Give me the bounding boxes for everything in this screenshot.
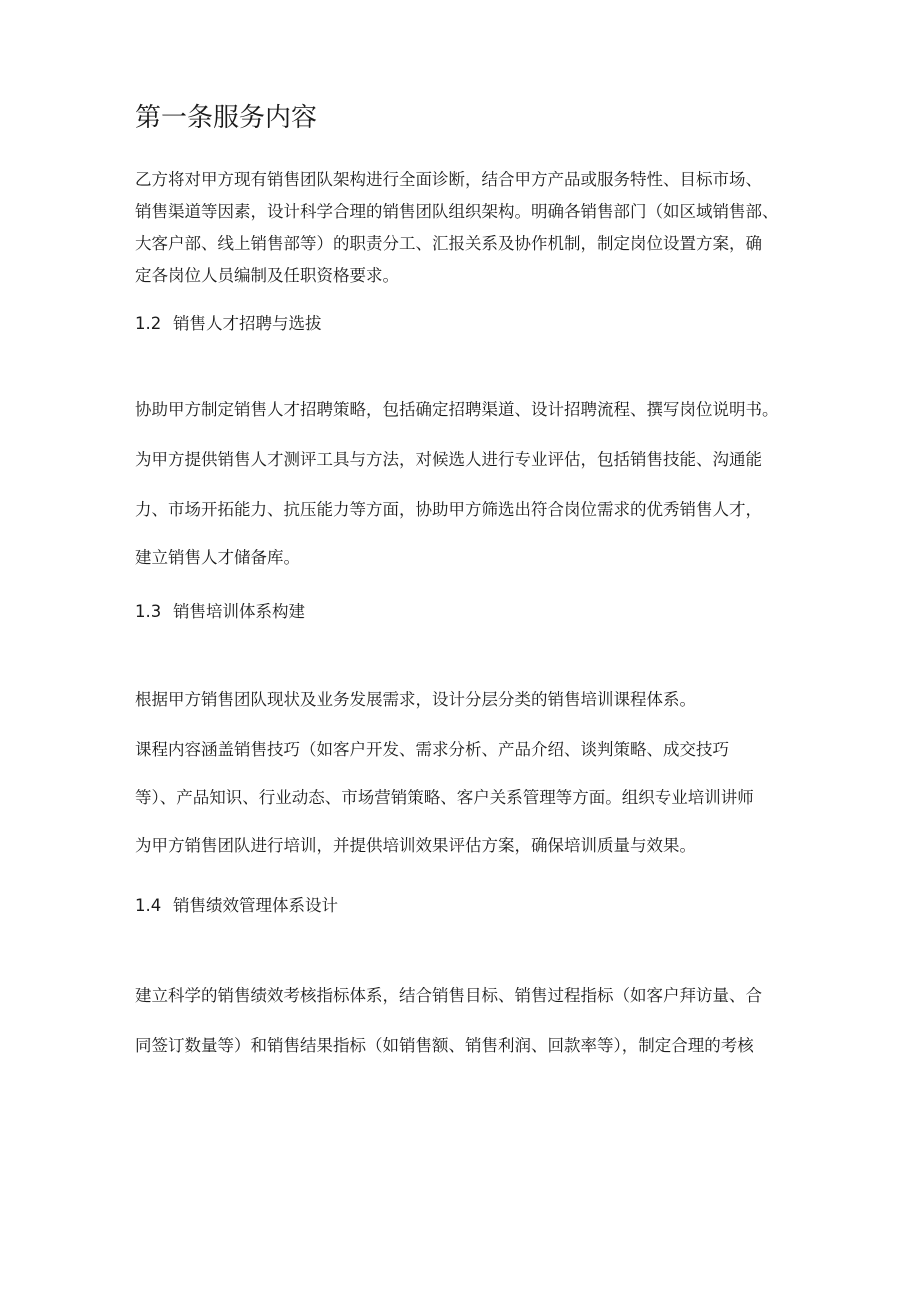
section-heading-text: 销售培训体系构建 [173,602,305,621]
intro-line-1: 乙方将对甲方现有销售团队架构进行全面诊断，结合甲方产品或服务特性、目标市场、 [135,170,762,189]
section-heading-1-4 [135,892,338,920]
section-heading-text: 销售人才招聘与选拔 [173,314,322,333]
section-1-3-line-2: 课程内容涵盖销售技巧（如客户开发、需求分析、产品介绍、谈判策略、成交技巧 [135,740,729,759]
section-1-2-line-1: 协助甲方制定销售人才招聘策略，包括确定招聘渠道、设计招聘流程、撰写岗位说明书。 [135,400,779,419]
section-1-2-line-4: 建立销售人才储备库。 [135,548,300,567]
section-heading-1-3 [135,598,305,626]
section-1-2-line-2: 为甲方提供销售人才测评工具与方法，对候选人进行专业评估，包括销售技能、沟通能 [135,450,762,469]
section-1-3-line-4: 为甲方销售团队进行培训，并提供培训效果评估方案，确保培训质量与效果。 [135,836,696,855]
section-1-3-line-3: 等）、产品知识、行业动态、市场营销策略、客户关系管理等方面。组织专业培训讲师 [135,788,754,807]
section-1-3-line-1: 根据甲方销售团队现状及业务发展需求，设计分层分类的销售培训课程体系。 [135,690,696,709]
section-1-4-line-2: 同签订数量等）和销售结果指标（如销售额、销售利润、回款率等），制定合理的考核 [135,1036,754,1055]
section-number: 1.4 [135,896,162,915]
section-number: 1.2 [135,314,162,333]
section-1-2-line-3: 力、市场开拓能力、抗压能力等方面，协助甲方筛选出符合岗位需求的优秀销售人才， [135,500,762,519]
document-title: 第一条服务内容 [135,103,318,133]
intro-line-2: 销售渠道等因素，设计科学合理的销售团队组织架构。明确各销售部门（如区域销售部、 [135,202,779,221]
intro-line-4: 定各岗位人员编制及任职资格要求。 [135,266,399,285]
section-heading-1-2 [135,310,322,338]
section-heading-text: 销售绩效管理体系设计 [173,896,338,915]
intro-line-3: 大客户部、线上销售部等）的职责分工、汇报关系及协作机制，制定岗位设置方案，确 [135,234,762,253]
section-1-4-line-1: 建立科学的销售绩效考核指标体系，结合销售目标、销售过程指标（如客户拜访量、合 [135,986,762,1005]
section-number: 1.3 [135,602,162,621]
